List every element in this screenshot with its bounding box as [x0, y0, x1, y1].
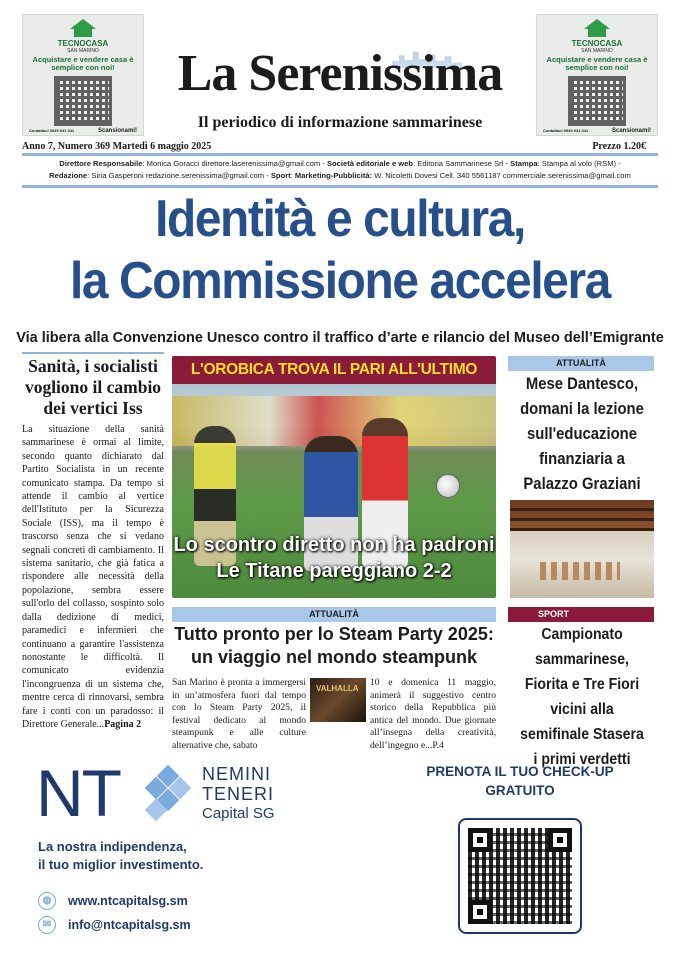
ad-brand: TECNOCASA [571, 39, 623, 48]
checkup-cta[interactable] [400, 762, 640, 800]
credit-value: : Editoria Sammarinese Srl - [413, 159, 511, 168]
masthead-tagline: Il periodico di informazione sammarinese [197, 114, 483, 131]
center-story-body-a: San Marino è pronta a immergersi in un’atmosfera fuori dal tempo con lo Steam Party 2025, il festival dedicato al mondo steampunk e alle culture alternative che, sabato [172, 677, 306, 751]
lead-subhead: Via libera alla Convenzione Unesco contro il traffico d’arte e rilancio del Museo dell’Emigrante [16, 330, 664, 346]
credits-box [22, 158, 658, 182]
photo-palazzo-graziani[interactable] [510, 500, 654, 598]
lead-headline-line: la Commissione accelera [70, 252, 610, 310]
ad-sub: SAN MARINO [581, 48, 613, 54]
ad-tecnocasa-right[interactable] [536, 14, 658, 136]
ad-scan: Scansionami! [611, 127, 651, 134]
photo-caption [172, 532, 496, 584]
ad-contact: Contattaci 0549 941 041 [29, 127, 75, 133]
nt-logo[interactable]: NT [36, 756, 120, 830]
credit-label: Redazione [49, 171, 88, 181]
left-story-jump[interactable]: Pagina 2 [104, 718, 142, 730]
kicker-attualita: ATTUALITÀ [172, 607, 496, 622]
ad-sub: SAN MARINO [67, 48, 99, 54]
nt-email[interactable] [38, 916, 191, 934]
credit-value: : Stampa al volo (RSM) - [537, 159, 621, 168]
nt-name-line: TENERI [202, 784, 275, 804]
ad-scan: Scansionami! [97, 127, 137, 134]
ad-message: Acquistare e vendere casa è semplice con noi! [32, 55, 134, 73]
credit-value: : [290, 171, 295, 181]
mail-icon: ✉ [38, 916, 56, 934]
qr-code-icon[interactable] [54, 76, 112, 126]
ad-brand: TECNOCASA [57, 39, 109, 48]
photo-football-match[interactable] [172, 356, 496, 598]
nt-name-line: NEMINI [202, 764, 271, 784]
center-title-line: un viaggio nel mondo steampunk [190, 647, 478, 667]
lead-headline-line: Identità e cultura, [155, 190, 525, 248]
photo-caption-line: Lo scontro diretto non ha padroni [173, 534, 495, 556]
chairs [540, 562, 620, 580]
ad-tecnocasa-left[interactable] [22, 14, 144, 136]
steam-party-thumbnail[interactable] [310, 678, 366, 722]
ad-contact: Contattaci 0549 941 041 [543, 127, 589, 133]
ball-icon [436, 474, 460, 498]
masthead-title[interactable]: La Serenissima [177, 45, 503, 102]
ceiling-beam [510, 508, 654, 511]
slogan-line: La nostra indipendenza, [38, 839, 187, 854]
center-title-line: Tutto pronto per lo Steam Party 2025: [174, 624, 494, 644]
qr-finder [548, 828, 572, 852]
credit-value: W. Nicoletti Dovesi Cell. 340 5561187 commerciale.serenissima@gmail.com [372, 171, 631, 181]
kicker-attualita: ATTUALITÀ [508, 356, 654, 371]
credit-value: : Monica Goracci direttore.laserenissima@gmail.com - [142, 159, 327, 168]
issue-info: Anno 7, Numero 369 Martedì 6 maggio 2025 [22, 141, 212, 152]
ad-message: Acquistare e vendere casa è semplice con noi! [546, 55, 648, 73]
qr-pattern [468, 828, 572, 924]
cta-line: PRENOTA IL TUO CHECK-UP [426, 764, 614, 779]
thumbnail-label: VALHALLA [316, 684, 359, 693]
qr-code-icon[interactable] [458, 818, 582, 934]
nt-company-name [202, 764, 275, 824]
center-story-body-b: 10 e domenica 11 maggio, animerà il suggestivo centro storico della Repubblica più antica del mondo. Due giornate all’insegna della creatività, dell’ingegno e...P.4 [370, 677, 496, 751]
credit-label: Stampa [510, 159, 538, 168]
slogan-line: il tuo miglior investimento. [38, 857, 204, 872]
left-story-text: La situazione della sanità sammarinese è ormai al limite, secondo quanto dichiarato dal Partito Socialista in un recente comunicato stampa. Da tempo si attende il cambio al vertice dell'Istituto per la Sicurezza Sociale (ISS), ma il tempo è trascorso senza che si vedano segnali concreti di cambiamento. Il sistema sanitario, che già fatica a rispondere alle necessità della popolazione, sembra essere sull'orlo del collasso, sospinto solo dalla dedizione di medici, paramedici e infermieri che continuano a garantire l'assistenza nonostante le difficoltà. Il comunicato evidenzia l'incongruenza di un sistema che, mentre cerca di rinnovarsi, sembra fare i conti con un paradosso: il Direttore Generale... [22, 424, 164, 730]
photo-strap: L'OROBICA TROVA IL PARI ALL'ULTIMO [172, 356, 496, 384]
qr-finder [468, 828, 492, 852]
qr-code-icon[interactable] [568, 76, 626, 126]
issue-price: Prezzo 1.20€ [592, 141, 646, 152]
qr-finder [468, 900, 492, 924]
left-story-body [22, 423, 164, 731]
diamond-logo-icon [140, 768, 196, 818]
cta-line: GRATUITO [485, 783, 555, 798]
credit-label: Sport [270, 171, 291, 181]
credit-value: : Siria Gasperoni redazione.serenissima@gmail.com - [87, 171, 271, 181]
divider [22, 153, 658, 156]
credit-label: Direttore Responsabile [59, 159, 143, 168]
kicker-sport: SPORT [508, 607, 654, 622]
ceiling-beam [510, 528, 654, 531]
left-story-title[interactable]: Sanità, i socialisti vogliono il cambio dei vertici Iss [24, 356, 162, 418]
lead-headline[interactable] [36, 188, 643, 312]
center-story-title[interactable] [172, 623, 496, 669]
credit-label: Marketing-Pubblicità: [294, 171, 373, 181]
email-link[interactable]: info@ntcapitalsg.sm [68, 918, 191, 932]
website-link[interactable]: www.ntcapitalsg.sm [68, 894, 188, 908]
house-icon [584, 19, 610, 37]
credit-label: Società editoriale e web [326, 159, 414, 168]
right-top-story-title[interactable]: Mese Dantesco, domani la lezione sull'educazione finanziaria a Palazzo Graziani [520, 375, 644, 493]
photo-caption-line: Le Titane pareggiano 2-2 [216, 560, 452, 582]
nt-slogan [38, 838, 203, 874]
nt-website[interactable] [38, 892, 188, 910]
ceiling-beam [510, 518, 654, 521]
issue-info-bar [22, 141, 658, 152]
nt-name-line: Capital SG [202, 805, 275, 822]
globe-icon: ◍ [38, 892, 56, 910]
house-icon [70, 19, 96, 37]
divider [22, 352, 164, 354]
right-bottom-story-title[interactable]: Campionato sammarinese, Fiorita e Tre Fiori vicini alla semifinale Stasera i primi verdetti [520, 626, 644, 768]
